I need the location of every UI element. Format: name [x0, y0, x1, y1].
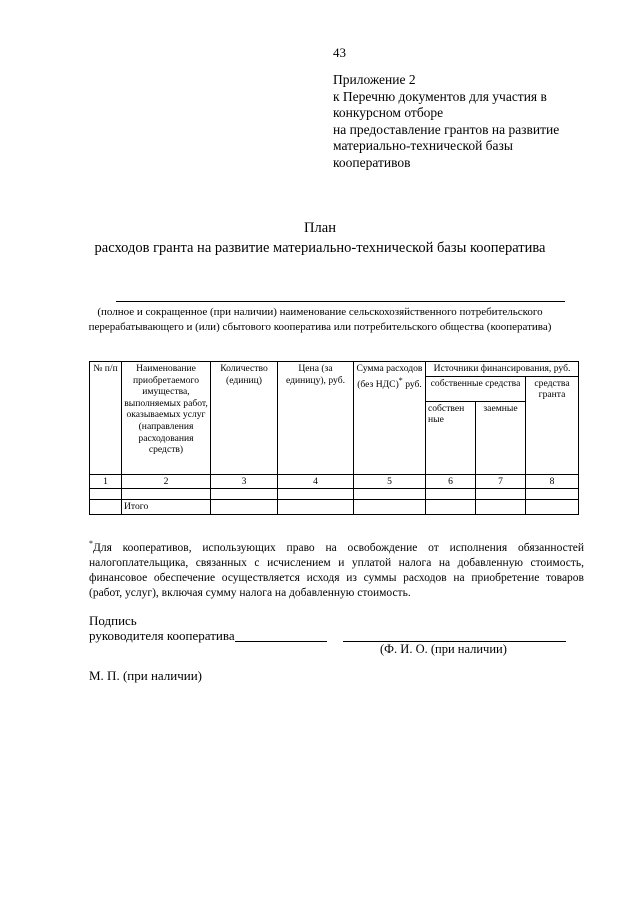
- header-name: Наименование приобретаемого имущества, выполняемых работ, оказываемых услуг (направления расходования средств): [122, 362, 211, 475]
- expense-plan-table: [89, 361, 579, 515]
- header-sum-label: Сумма расходов (без НДС): [356, 363, 423, 390]
- table-number-row: [90, 474, 579, 489]
- table-cell[interactable]: [426, 500, 476, 515]
- table-cell[interactable]: [122, 489, 211, 500]
- table-cell[interactable]: [354, 489, 426, 500]
- page-number: 43: [333, 45, 346, 60]
- table-cell[interactable]: [526, 500, 579, 515]
- header-sources: Источники финансирования, руб.: [426, 362, 579, 377]
- header-own-own: собствен ные: [426, 401, 476, 474]
- table-cell: [90, 500, 122, 515]
- table-row: [90, 489, 579, 500]
- appendix-line: на предоставление грантов на развитие: [333, 121, 560, 137]
- column-number: 5: [354, 474, 426, 489]
- stamp-place-label: М. П. (при наличии): [89, 668, 203, 683]
- footnote: [89, 536, 584, 602]
- fio-caption: (Ф. И. О. (при наличии): [380, 642, 507, 656]
- document-title: План: [304, 220, 336, 236]
- table-cell[interactable]: [278, 489, 354, 500]
- caption-line: перерабатывающего и (или) сбытового кооператива или потребительского общества (кооператива): [88, 320, 552, 333]
- cooperative-name-line: [116, 301, 565, 302]
- header-grant-funds: средства гранта: [526, 376, 579, 474]
- table-header-row: [90, 362, 579, 377]
- header-qty: Количество (единиц): [211, 362, 278, 475]
- signature-line[interactable]: [235, 641, 327, 642]
- column-number: 2: [122, 474, 211, 489]
- appendix-line: кооперативов: [333, 154, 411, 170]
- table-total-row: [90, 500, 579, 515]
- footnote-text: Для кооперативов, использующих право на освобождение от исполнения обязанностей налогоплательщика, связанных с исчислением и уплатой налога на добавленную стоимость, финансовое обеспечение осуществляется исходя из суммы расходов на приобретение товаров (работ, услуг), включая сумму налога на добавленную стоимость.: [89, 541, 584, 600]
- column-number: 6: [426, 474, 476, 489]
- appendix-line: Приложение 2: [333, 72, 416, 87]
- signature-role-label: руководителя кооператива: [89, 628, 235, 643]
- table-cell[interactable]: [90, 489, 122, 500]
- header-sum-unit: руб.: [405, 378, 422, 390]
- cooperative-name-caption: [50, 305, 590, 334]
- appendix-header: [333, 72, 559, 172]
- column-number: 3: [211, 474, 278, 489]
- header-sum-mark: *: [398, 375, 403, 385]
- column-number: 4: [278, 474, 354, 489]
- table-cell[interactable]: [211, 500, 278, 515]
- caption-line: (полное и сокращенное (при наличии) наименование сельскохозяйственного потребительского: [97, 306, 543, 318]
- header-no: № п/п: [90, 362, 122, 475]
- column-number: 1: [90, 474, 122, 489]
- header-sum: [354, 362, 426, 475]
- header-own-funds: собственные средства: [426, 376, 526, 401]
- signature-label: Подпись: [89, 613, 137, 628]
- table-cell[interactable]: [211, 489, 278, 500]
- footnote-mark: *: [89, 539, 93, 548]
- table-cell[interactable]: [476, 500, 526, 515]
- table-cell[interactable]: [526, 489, 579, 500]
- column-number: 8: [526, 474, 579, 489]
- document-subtitle: расходов гранта на развитие материально-технической базы кооператива: [94, 240, 546, 256]
- appendix-line: к Перечню документов для участия в: [333, 88, 547, 104]
- total-label: Итого: [122, 500, 211, 515]
- column-number: 7: [476, 474, 526, 489]
- header-price: Цена (за единицу), руб.: [278, 362, 354, 475]
- appendix-line: конкурсном отборе: [333, 105, 444, 121]
- table-cell[interactable]: [476, 489, 526, 500]
- appendix-line: материально-технической базы: [333, 138, 513, 154]
- table-cell[interactable]: [278, 500, 354, 515]
- table-cell[interactable]: [354, 500, 426, 515]
- header-borrowed: заемные: [476, 401, 526, 474]
- table-cell[interactable]: [426, 489, 476, 500]
